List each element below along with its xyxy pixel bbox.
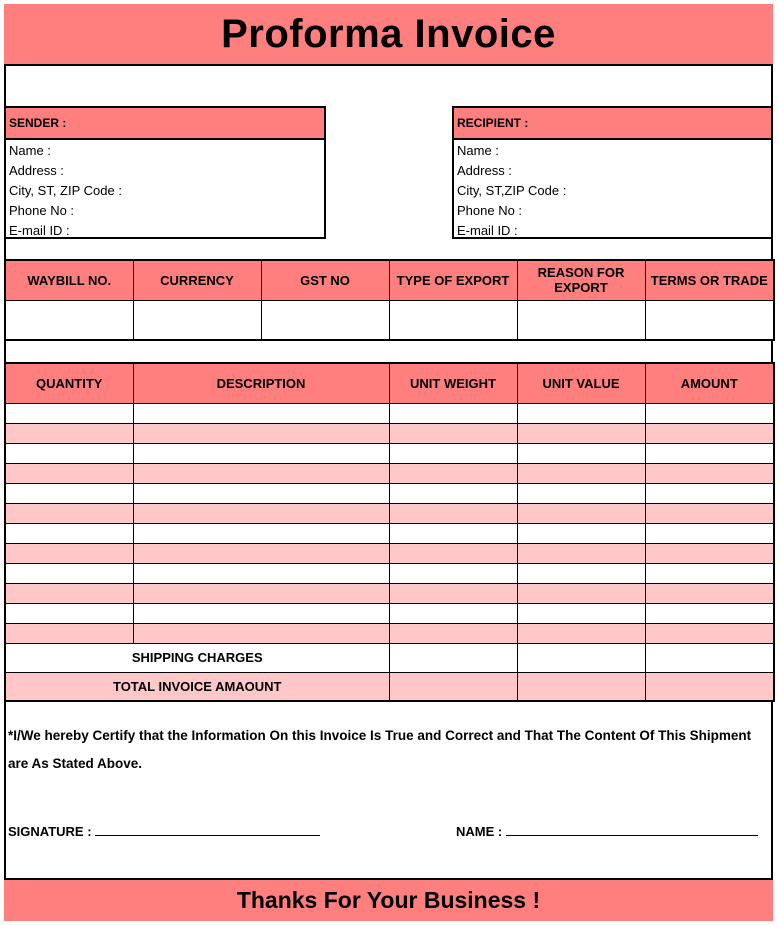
type-of-export-cell[interactable] bbox=[389, 300, 517, 340]
unit-weight-cell[interactable] bbox=[389, 543, 517, 563]
unit-value-cell[interactable] bbox=[517, 623, 645, 643]
item-row bbox=[5, 503, 774, 523]
unit-weight-cell[interactable] bbox=[389, 603, 517, 623]
item-row bbox=[5, 543, 774, 563]
unit-weight-cell[interactable] bbox=[389, 443, 517, 463]
unit-weight-cell[interactable] bbox=[389, 623, 517, 643]
item-row bbox=[5, 623, 774, 643]
signature-label: SIGNATURE : bbox=[8, 824, 92, 839]
amount-cell[interactable] bbox=[645, 423, 774, 443]
description-cell[interactable] bbox=[133, 603, 389, 623]
header-waybill-no: WAYBILL NO. bbox=[5, 260, 133, 300]
item-row bbox=[5, 523, 774, 543]
quantity-cell[interactable] bbox=[5, 443, 133, 463]
quantity-cell[interactable] bbox=[5, 623, 133, 643]
signature-line[interactable] bbox=[95, 822, 320, 836]
header-quantity: QUANTITY bbox=[5, 363, 133, 403]
description-cell[interactable] bbox=[133, 583, 389, 603]
quantity-cell[interactable] bbox=[5, 483, 133, 503]
header-currency: CURRENCY bbox=[133, 260, 261, 300]
unit-value-cell[interactable] bbox=[517, 543, 645, 563]
total-unit-value-cell[interactable] bbox=[517, 672, 645, 701]
header-gst-no: GST NO bbox=[261, 260, 389, 300]
recipient-heading: RECIPIENT : bbox=[454, 108, 771, 140]
total-invoice-row bbox=[5, 672, 774, 701]
invoice-title: Proforma Invoice bbox=[4, 4, 773, 66]
reason-for-export-cell[interactable] bbox=[517, 300, 645, 340]
recipient-address-field[interactable]: Address : bbox=[457, 163, 512, 178]
amount-cell[interactable] bbox=[645, 483, 774, 503]
sender-address-field[interactable]: Address : bbox=[9, 163, 64, 178]
amount-cell[interactable] bbox=[645, 503, 774, 523]
sender-city-field[interactable]: City, ST, ZIP Code : bbox=[9, 183, 122, 198]
amount-cell[interactable] bbox=[645, 463, 774, 483]
shipping-unit-weight-cell[interactable] bbox=[389, 643, 517, 672]
item-row bbox=[5, 423, 774, 443]
amount-cell[interactable] bbox=[645, 623, 774, 643]
sender-email-field[interactable]: E-mail ID : bbox=[9, 223, 70, 238]
description-cell[interactable] bbox=[133, 403, 389, 423]
quantity-cell[interactable] bbox=[5, 543, 133, 563]
items-table bbox=[4, 362, 775, 702]
recipient-city-field[interactable]: City, ST,ZIP Code : bbox=[457, 183, 567, 198]
unit-weight-cell[interactable] bbox=[389, 503, 517, 523]
unit-weight-cell[interactable] bbox=[389, 423, 517, 443]
unit-weight-cell[interactable] bbox=[389, 483, 517, 503]
header-reason-for-export: REASON FOR EXPORT bbox=[517, 260, 645, 300]
unit-value-cell[interactable] bbox=[517, 583, 645, 603]
description-cell[interactable] bbox=[133, 443, 389, 463]
unit-value-cell[interactable] bbox=[517, 443, 645, 463]
item-row bbox=[5, 483, 774, 503]
amount-cell[interactable] bbox=[645, 603, 774, 623]
quantity-cell[interactable] bbox=[5, 603, 133, 623]
sender-heading: SENDER : bbox=[6, 108, 324, 140]
sender-phone-field[interactable]: Phone No : bbox=[9, 203, 75, 218]
shipping-unit-value-cell[interactable] bbox=[517, 643, 645, 672]
unit-value-cell[interactable] bbox=[517, 523, 645, 543]
recipient-phone-field[interactable]: Phone No : bbox=[457, 203, 523, 218]
currency-cell[interactable] bbox=[133, 300, 261, 340]
unit-weight-cell[interactable] bbox=[389, 463, 517, 483]
total-invoice-label: TOTAL INVOICE AMAOUNT bbox=[5, 672, 389, 701]
shipping-charges-label: SHIPPING CHARGES bbox=[5, 643, 389, 672]
certification-text: *I/We hereby Certify that the Information On this Invoice Is True and Correct and That The Content Of This Shipment are As Stated Above. bbox=[8, 728, 752, 771]
signature-row bbox=[8, 822, 320, 839]
quantity-cell[interactable] bbox=[5, 423, 133, 443]
description-cell[interactable] bbox=[133, 423, 389, 443]
header-terms-or-trade: TERMS OR TRADE bbox=[645, 260, 774, 300]
quantity-cell[interactable] bbox=[5, 503, 133, 523]
recipient-email-field[interactable]: E-mail ID : bbox=[457, 223, 518, 238]
quantity-cell[interactable] bbox=[5, 463, 133, 483]
unit-value-cell[interactable] bbox=[517, 603, 645, 623]
shipping-amount-cell[interactable] bbox=[645, 643, 774, 672]
footer-thanks: Thanks For Your Business ! bbox=[4, 878, 773, 921]
quantity-cell[interactable] bbox=[5, 583, 133, 603]
description-cell[interactable] bbox=[133, 483, 389, 503]
amount-cell[interactable] bbox=[645, 543, 774, 563]
recipient-name-field[interactable]: Name : bbox=[457, 143, 499, 158]
shipping-charges-row bbox=[5, 643, 774, 672]
unit-weight-cell[interactable] bbox=[389, 563, 517, 583]
description-cell[interactable] bbox=[133, 623, 389, 643]
header-amount: AMOUNT bbox=[645, 363, 774, 403]
gst-no-cell[interactable] bbox=[261, 300, 389, 340]
item-row bbox=[5, 603, 774, 623]
name-line[interactable] bbox=[506, 822, 758, 836]
shipment-details-table bbox=[4, 259, 775, 341]
unit-weight-cell[interactable] bbox=[389, 583, 517, 603]
item-row bbox=[5, 403, 774, 423]
quantity-cell[interactable] bbox=[5, 563, 133, 583]
description-cell[interactable] bbox=[133, 523, 389, 543]
unit-value-cell[interactable] bbox=[517, 563, 645, 583]
waybill-no-cell[interactable] bbox=[5, 300, 133, 340]
unit-value-cell[interactable] bbox=[517, 503, 645, 523]
header-type-of-export: TYPE OF EXPORT bbox=[389, 260, 517, 300]
header-description: DESCRIPTION bbox=[133, 363, 389, 403]
sender-box bbox=[4, 106, 326, 239]
unit-value-cell[interactable] bbox=[517, 403, 645, 423]
item-row bbox=[5, 563, 774, 583]
item-row bbox=[5, 443, 774, 463]
unit-value-cell[interactable] bbox=[517, 463, 645, 483]
header-unit-weight: UNIT WEIGHT bbox=[389, 363, 517, 403]
amount-cell[interactable] bbox=[645, 583, 774, 603]
item-row bbox=[5, 583, 774, 603]
name-row bbox=[456, 822, 758, 839]
recipient-box bbox=[452, 106, 773, 239]
description-cell[interactable] bbox=[133, 563, 389, 583]
amount-cell[interactable] bbox=[645, 403, 774, 423]
amount-cell[interactable] bbox=[645, 523, 774, 543]
quantity-cell[interactable] bbox=[5, 523, 133, 543]
unit-value-cell[interactable] bbox=[517, 483, 645, 503]
terms-or-trade-cell[interactable] bbox=[645, 300, 774, 340]
total-amount-cell[interactable] bbox=[645, 672, 774, 701]
quantity-cell[interactable] bbox=[5, 403, 133, 423]
amount-cell[interactable] bbox=[645, 443, 774, 463]
item-row bbox=[5, 463, 774, 483]
description-cell[interactable] bbox=[133, 543, 389, 563]
total-unit-weight-cell[interactable] bbox=[389, 672, 517, 701]
unit-weight-cell[interactable] bbox=[389, 403, 517, 423]
amount-cell[interactable] bbox=[645, 563, 774, 583]
unit-value-cell[interactable] bbox=[517, 423, 645, 443]
unit-weight-cell[interactable] bbox=[389, 523, 517, 543]
description-cell[interactable] bbox=[133, 503, 389, 523]
name-label: NAME : bbox=[456, 824, 503, 839]
description-cell[interactable] bbox=[133, 463, 389, 483]
header-unit-value: UNIT VALUE bbox=[517, 363, 645, 403]
sender-name-field[interactable]: Name : bbox=[9, 143, 51, 158]
